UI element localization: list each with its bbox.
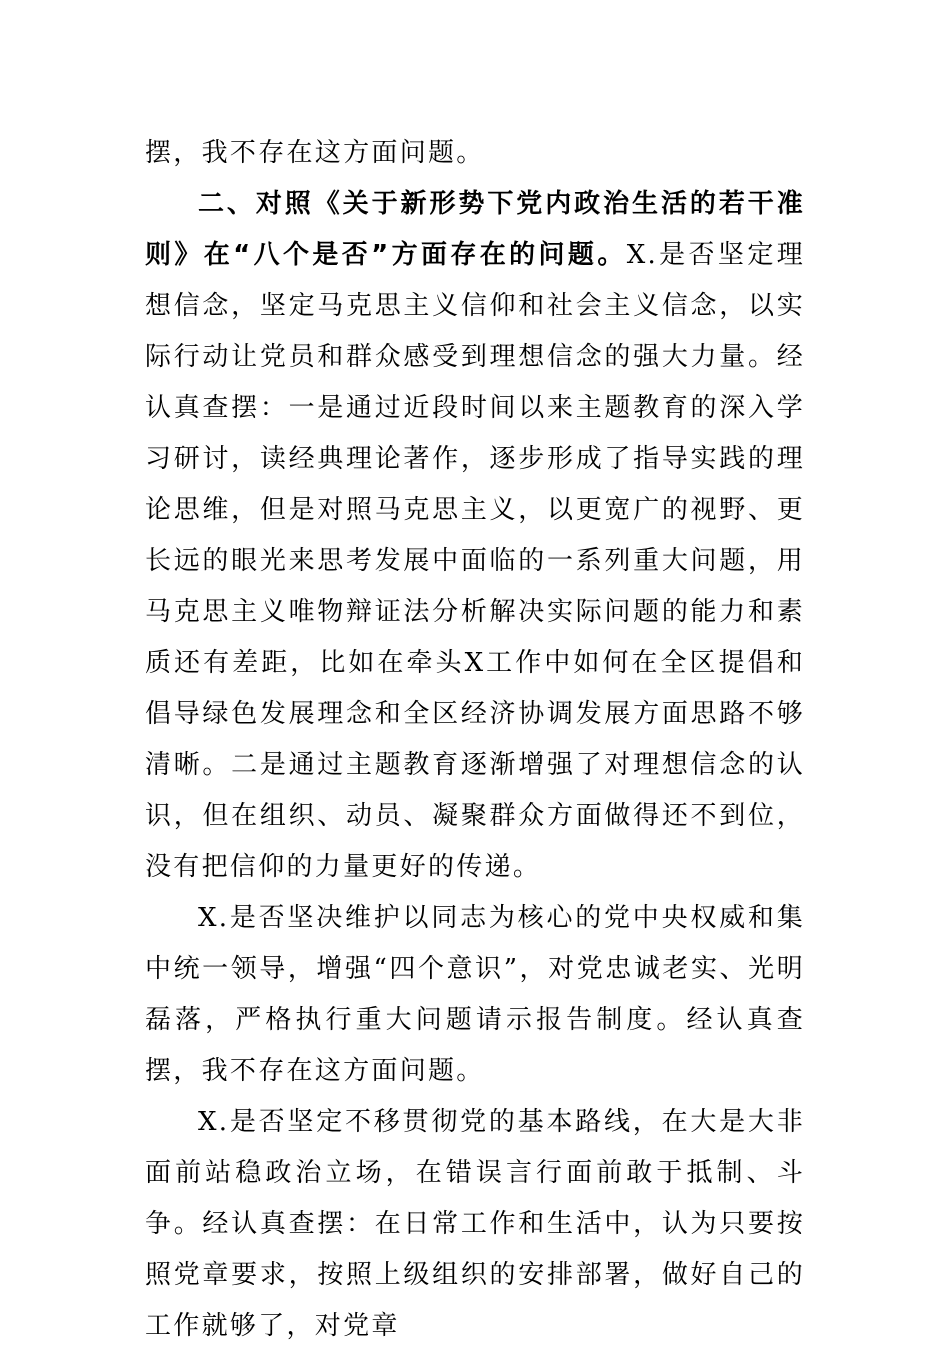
paragraph-continuation: 摆，我不存在这方面问题。 (145, 138, 485, 168)
paragraph-item-two: X.是否坚决维护以同志为核心的党中央权威和集中统一领导，增强“四个意识”，对党忠诚老实、光明磊落，严格执行重大问题请示报告制度。经认真查摆，我不存在这方面问题。 (145, 903, 805, 1086)
section-heading: 二、对照《关于新形势下党内政治生活的若干准则》在“八个是否”方面存在的问题。 (145, 189, 805, 270)
section-body: X.是否坚定理想信念，坚定马克思主义信仰和社会主义信念，以实际行动让党员和群众感受到理想信念的强大力量。经认真查摆：一是通过近段时间以来主题教育的深入学习研讨，读经典理论著作，逐步形成了指导实践的理论思维，但是对照马克思主义，以更宽广的视野、更长远的眼光来思考发展中面临的一系列重大问题，用马克思主义唯物辩证法分析解决实际问题的能力和素质还有差距，比如在牵头X工作中如何在全区提倡和倡导绿色发展理念和全区经济协调发展方面思路不够清晰。二是通过主题教育逐渐增强了对理想信念的认识，但在组织、动员、凝聚群众方面做得还不到位，没有把信仰的力量更好的传递。 (145, 240, 805, 882)
paragraph-section-two (145, 179, 805, 893)
document-page (145, 128, 805, 1352)
paragraph-item-three: X.是否坚定不移贯彻党的基本路线，在大是大非面前站稳政治立场，在错误言行面前敢于抵制、斗争。经认真查摆：在日常工作和生活中，认为只要按照党章要求，按照上级组织的安排部署，做好自己的工作就够了，对党章 (145, 1107, 805, 1341)
